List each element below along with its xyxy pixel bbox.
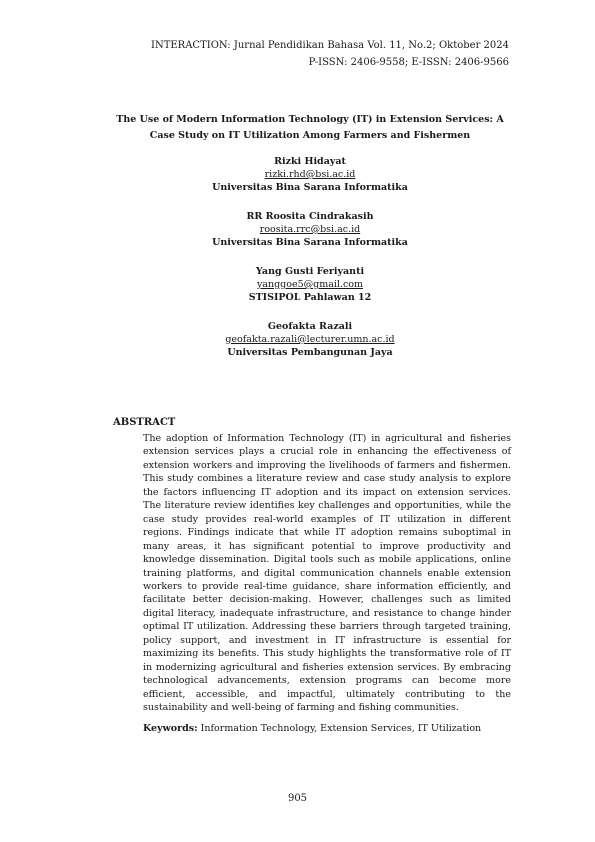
abstract-body: The adoption of Information Technology (IT) in agricultural and fisheries extension services plays a crucial role in enhancing the effectiveness of extension workers and improving the livelihoods of farmers and fishermen. This study combines a literature review and case study analysis to explore the factors influencing IT adoption and its impact on extension services. The literature review identifies key challenges and opportunities, while the case study provides real-world examples of IT utilization in different regions. Findings indicate that while IT adoption remains suboptimal in many areas, it has significant potential to improve productivity and knowledge dissemination. Digital tools such as mobile applications, online training platforms, and digital communication channels enable extension workers to provide real-time guidance, share information efficiently, and facilitate better decision-making. However, challenges such as limited digital literacy, inadequate infrastructure, and resistance to change hinder optimal IT utilization. Addressing these barriers through targeted training, policy support, and investment in IT infrastructure is essential for maximizing its benefits. This study highlights the transformative role of IT in modernizing agricultural and fisheries extension services. By embracing technological advancements, extension programs can become more efficient, accessible, and impactful, ultimately contributing to the sustainability and well-being of farming and fishing communities. <box>143 433 511 714</box>
author-name: Yang Gusti Feriyanti <box>255 266 365 277</box>
author-email[interactable]: yanggoe5@gmail.com <box>256 279 364 290</box>
author-block <box>110 265 510 304</box>
author-email[interactable]: geofakta.razali@lecturer.umn.ac.id <box>225 334 395 345</box>
author-name: RR Roosita Cindrakasih <box>246 211 374 222</box>
journal-title: INTERACTION: Jurnal Pendidikan Bahasa Vol. 11, No.2; Oktober 2024 <box>151 40 509 51</box>
author-affiliation: STISIPOL Pahlawan 12 <box>248 292 372 303</box>
author-block <box>110 320 510 359</box>
author-name: Geofakta Razali <box>267 321 353 332</box>
paper-title <box>110 112 510 144</box>
keywords-text: Information Technology, Extension Services, IT Utilization <box>200 723 482 734</box>
author-email[interactable]: roosita.rrc@bsi.ac.id <box>259 224 361 235</box>
keywords-label: Keywords: <box>143 723 198 734</box>
keywords <box>143 723 481 734</box>
page-number: 905 <box>287 793 308 804</box>
author-affiliation: Universitas Pembangunan Jaya <box>227 347 393 358</box>
author-block <box>110 155 510 194</box>
journal-header <box>151 37 509 71</box>
paper-title-line-2: Case Study on IT Utilization Among Farmers and Fishermen <box>149 130 471 141</box>
author-name: Rizki Hidayat <box>274 156 346 167</box>
author-affiliation: Universitas Bina Sarana Informatika <box>212 182 408 193</box>
paper-title-line-1: The Use of Modern Information Technology (IT) in Extension Services: A <box>116 114 504 125</box>
author-affiliation: Universitas Bina Sarana Informatika <box>212 237 408 248</box>
journal-issn: P-ISSN: 2406-9558; E-ISSN: 2406-9566 <box>308 57 509 68</box>
author-email[interactable]: rizki.rhd@bsi.ac.id <box>264 169 356 180</box>
author-block <box>110 210 510 249</box>
abstract-heading: ABSTRACT <box>113 417 176 428</box>
